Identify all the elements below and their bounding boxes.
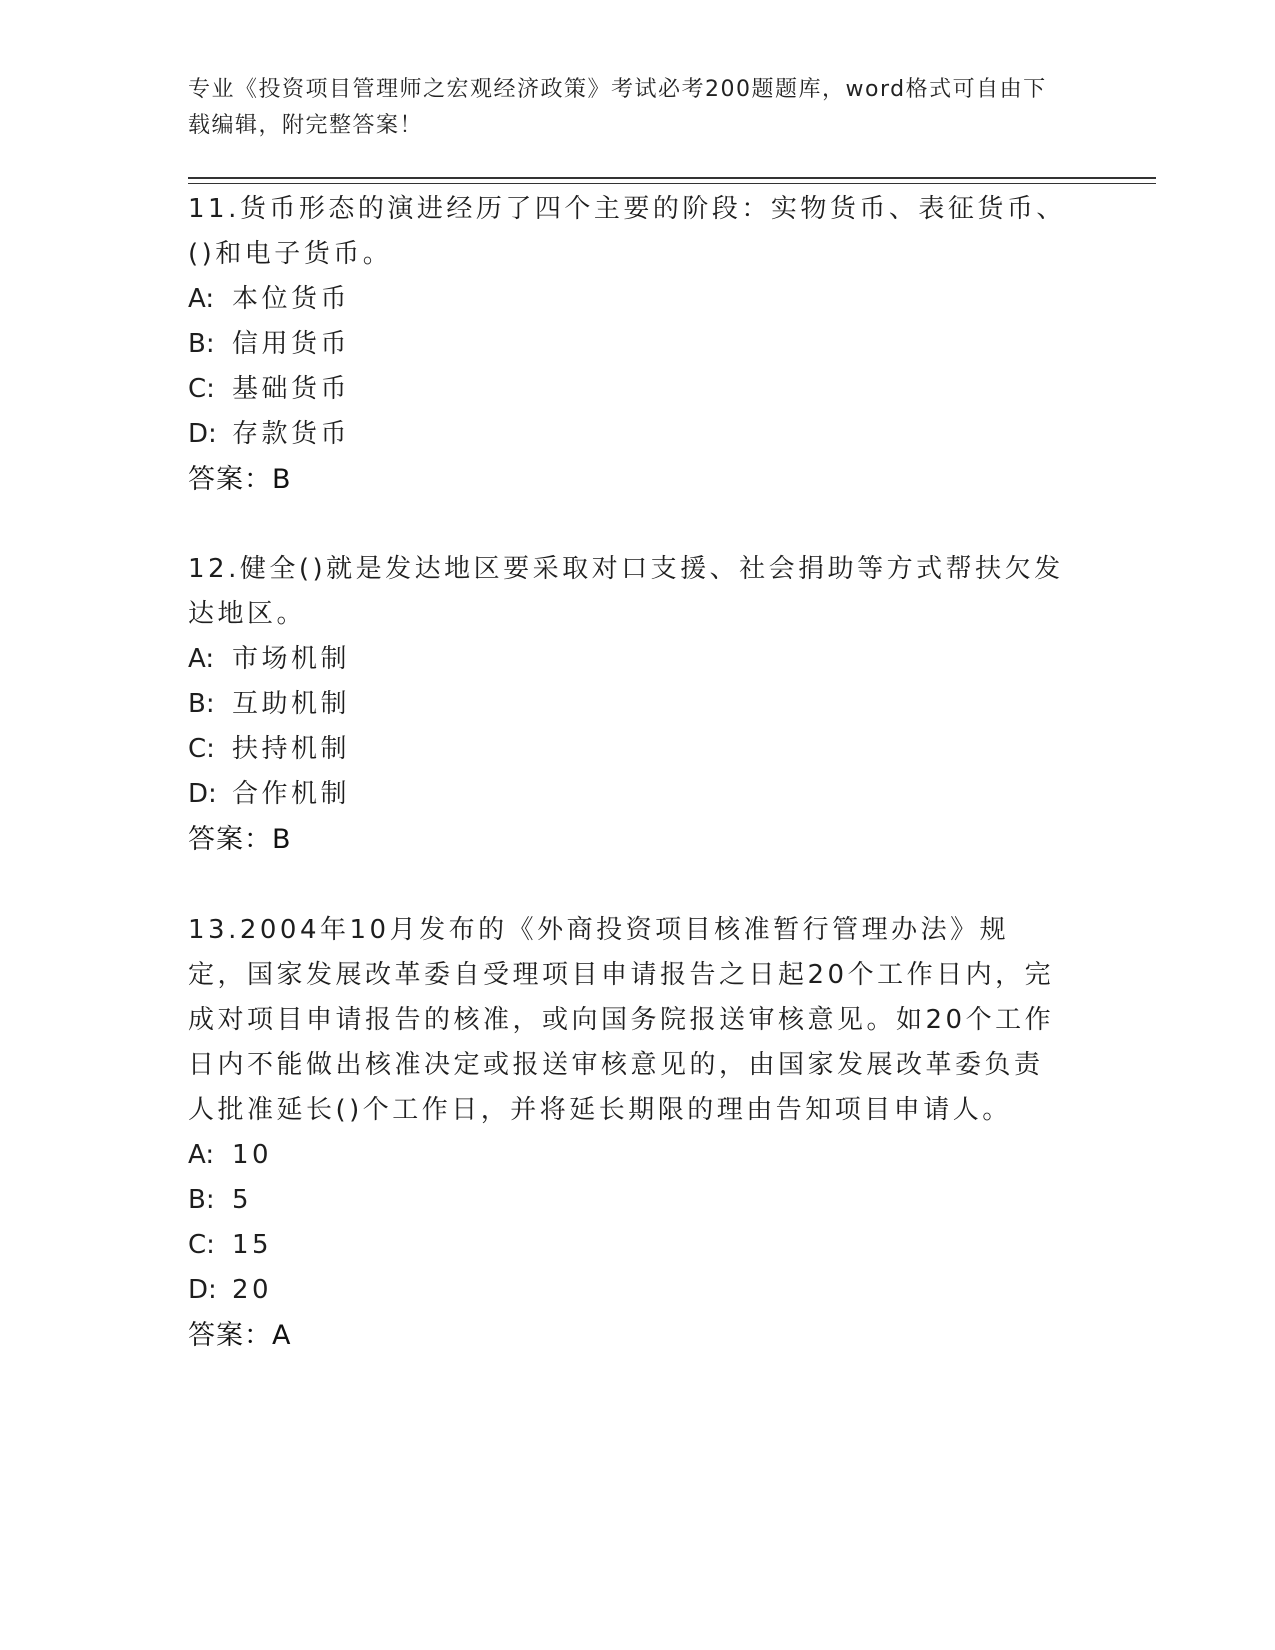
option-text: 存款货币 [232, 419, 351, 449]
question-12 [188, 547, 1068, 862]
option-letter: D: [188, 419, 217, 449]
option-text: 市场机制 [232, 644, 351, 674]
option-c [188, 367, 1068, 412]
question-stem: 11.货币形态的演进经历了四个主要的阶段：实物货币、表征货币、()和电子货币。 [188, 194, 1066, 269]
option-d [188, 772, 1068, 817]
option-text: 5 [232, 1185, 253, 1215]
question-stem: 12.健全()就是发达地区要采取对口支援、社会捐助等方式帮扶欠发达地区。 [188, 554, 1064, 629]
option-b [188, 682, 1068, 727]
option-d [188, 1268, 1068, 1313]
option-d [188, 412, 1068, 457]
option-letter: C: [188, 1230, 215, 1260]
answer-label: 答案：A [188, 1320, 292, 1351]
option-letter: A: [188, 1140, 215, 1170]
question-13 [188, 908, 1068, 1358]
document-intro: 专业《投资项目管理师之宏观经济政策》考试必考200题题库，word格式可自由下载编辑，附完整答案！ [188, 77, 1047, 138]
option-letter: A: [188, 644, 215, 674]
option-letter: B: [188, 689, 215, 719]
answer-label: 答案：B [188, 464, 292, 495]
option-b [188, 322, 1068, 367]
question-stem: 13.2004年10月发布的《外商投资项目核准暂行管理办法》规定，国家发展改革委自受理项目申请报告之日起20个工作日内，完成对项目申请报告的核准，或向国务院报送审核意见。如20个工作日内不能做出核准决定或报送审核意见的，由国家发展改革委负责人批准延长()个工作日，并将延长期限的理由告知项目申请人。 [188, 915, 1055, 1125]
answer-label: 答案：B [188, 824, 292, 855]
option-a [188, 637, 1068, 682]
option-b [188, 1178, 1068, 1223]
option-text: 基础货币 [232, 374, 351, 404]
header-divider-thin [188, 183, 1156, 184]
option-text: 本位货币 [232, 284, 351, 314]
option-letter: B: [188, 1185, 215, 1215]
option-c [188, 727, 1068, 772]
option-text: 10 [232, 1140, 273, 1170]
header-divider-thick [188, 177, 1156, 179]
option-a [188, 1133, 1068, 1178]
option-letter: C: [188, 734, 215, 764]
option-text: 互助机制 [232, 689, 351, 719]
option-letter: B: [188, 329, 215, 359]
option-letter: A: [188, 284, 215, 314]
option-a [188, 277, 1068, 322]
option-letter: D: [188, 779, 217, 809]
option-letter: C: [188, 374, 215, 404]
question-11 [188, 187, 1068, 502]
option-text: 20 [232, 1275, 273, 1305]
option-c [188, 1223, 1068, 1268]
option-text: 信用货币 [232, 329, 351, 359]
option-text: 15 [232, 1230, 273, 1260]
option-text: 合作机制 [232, 779, 351, 809]
option-letter: D: [188, 1275, 217, 1305]
option-text: 扶持机制 [232, 734, 351, 764]
